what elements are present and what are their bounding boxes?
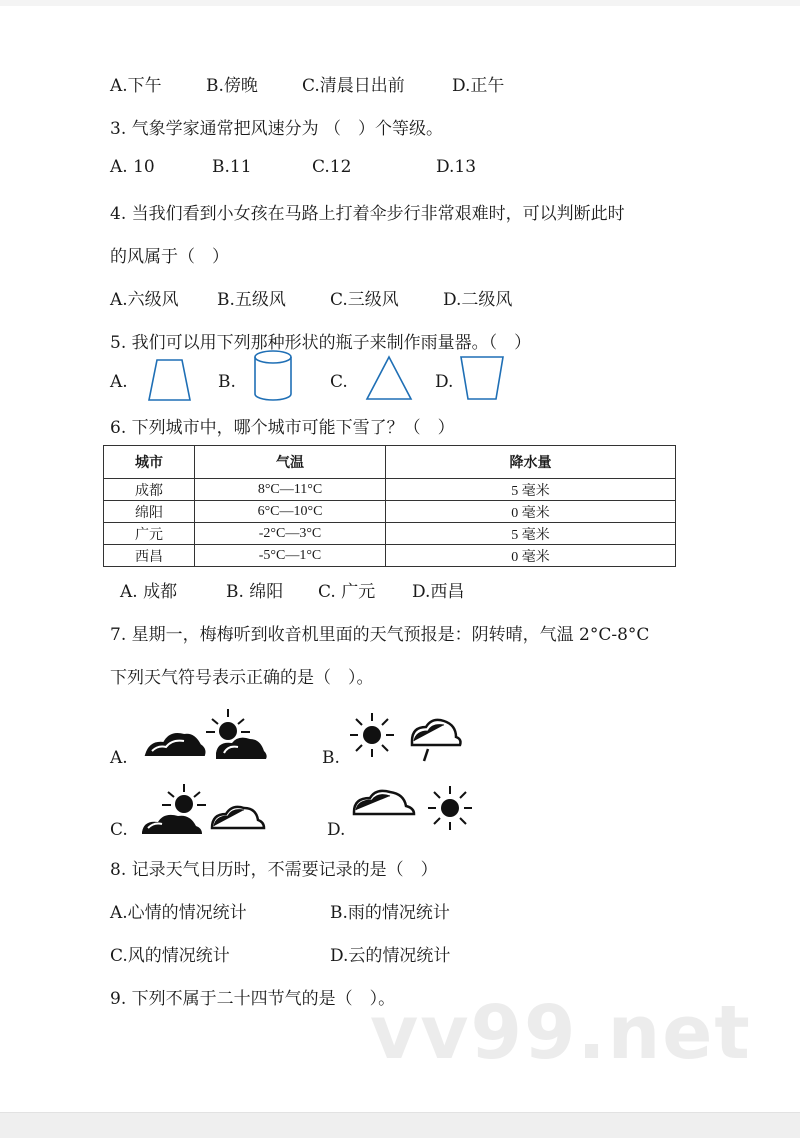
triangle-icon bbox=[364, 354, 414, 402]
table-cell: 绵阳 bbox=[104, 501, 195, 523]
q8-text: 8. 记录天气日历时，不需要记录的是（ ） bbox=[110, 860, 438, 880]
q4-option-c: C.三级风 bbox=[330, 290, 399, 310]
q5-label-b: B. bbox=[218, 372, 236, 392]
q3-option-d: D.13 bbox=[436, 157, 477, 177]
table-cell: -2°C—3°C bbox=[195, 523, 386, 545]
table-cell: 5 毫米 bbox=[386, 523, 676, 545]
q2-option-d: D.正午 bbox=[452, 76, 505, 96]
table-cell: 西昌 bbox=[104, 545, 195, 567]
trapezoid-wide-bottom-icon bbox=[146, 356, 192, 402]
header-city: 城市 bbox=[104, 446, 195, 479]
q3-option-b: B.11 bbox=[212, 157, 252, 177]
table-cell: -5°C—1°C bbox=[195, 545, 386, 567]
q9-text: 9. 下列不属于二十四节气的是（ ）。 bbox=[110, 989, 396, 1009]
table-cell: 成都 bbox=[104, 479, 195, 501]
q5-label-c: C. bbox=[330, 372, 348, 392]
q7-text-line1: 7. 星期一，梅梅听到收音机里面的天气预报是：阴转晴，气温 2°C-8°C bbox=[110, 625, 650, 645]
q6-option-d: D.西昌 bbox=[412, 582, 465, 602]
q4-text-line2: 的风属于（ ） bbox=[110, 247, 229, 267]
trapezoid-wide-top-icon bbox=[458, 354, 506, 402]
table-row bbox=[104, 501, 676, 523]
q5-label-a: A. bbox=[110, 372, 128, 392]
sun-to-cloud-rain-icon bbox=[340, 705, 465, 767]
q4-text-line1: 4. 当我们看到小女孩在马路上打着伞步行非常艰难时，可以判断此时 bbox=[110, 204, 625, 224]
q6-option-b: B. 绵阳 bbox=[226, 582, 284, 602]
q4-option-b: B.五级风 bbox=[217, 290, 286, 310]
header-precipitation: 降水量 bbox=[386, 446, 676, 479]
q3-option-c: C.12 bbox=[312, 157, 352, 177]
q4-option-a: A.六级风 bbox=[110, 290, 179, 310]
table-cell: 8°C—11°C bbox=[195, 479, 386, 501]
q2-option-a: A.下午 bbox=[110, 76, 162, 96]
q2-option-b: B.傍晚 bbox=[206, 76, 258, 96]
q7-label-c: C. bbox=[110, 820, 128, 840]
table-cell: 5 毫米 bbox=[386, 479, 676, 501]
cloud-to-sun-icon bbox=[350, 778, 482, 840]
header-temperature: 气温 bbox=[195, 446, 386, 479]
q8-option-d: D.云的情况统计 bbox=[330, 946, 451, 966]
viewer-top-edge bbox=[0, 0, 800, 6]
q6-text: 6. 下列城市中，哪个城市可能下雪了？（ ） bbox=[110, 418, 455, 438]
city-weather-table bbox=[103, 445, 676, 567]
cloud-to-sun-partly-cloudy-icon bbox=[140, 705, 272, 765]
q4-option-d: D.二级风 bbox=[443, 290, 513, 310]
table-row bbox=[104, 523, 676, 545]
q7-label-d: D. bbox=[327, 820, 346, 840]
q8-option-a: A.心情的情况统计 bbox=[110, 903, 247, 923]
q8-option-c: C.风的情况统计 bbox=[110, 946, 230, 966]
q7-label-a: A. bbox=[110, 748, 128, 768]
table-header-row bbox=[104, 446, 676, 479]
q2-option-c: C.清晨日出前 bbox=[302, 76, 405, 96]
watermark: vv99.net bbox=[370, 990, 752, 1076]
q7-label-b: B. bbox=[322, 748, 340, 768]
q3-option-a: A. 10 bbox=[110, 157, 155, 177]
q6-option-a: A. 成都 bbox=[120, 582, 178, 602]
table-cell: 广元 bbox=[104, 523, 195, 545]
table-cell: 0 毫米 bbox=[386, 545, 676, 567]
partly-cloudy-to-cloud-icon bbox=[140, 782, 270, 840]
q8-option-b: B.雨的情况统计 bbox=[330, 903, 450, 923]
q5-text: 5. 我们可以用下列那种形状的瓶子来制作雨量器。（ ） bbox=[110, 333, 532, 353]
cylinder-icon bbox=[250, 349, 296, 403]
q6-option-c: C. 广元 bbox=[318, 582, 376, 602]
table-cell: 0 毫米 bbox=[386, 501, 676, 523]
q7-text-line2: 下列天气符号表示正确的是（ ）。 bbox=[110, 668, 374, 688]
q3-text: 3. 气象学家通常把风速分为 （ ）个等级。 bbox=[110, 119, 444, 139]
table-cell: 6°C—10°C bbox=[195, 501, 386, 523]
q5-label-d: D. bbox=[435, 372, 454, 392]
viewer-bottom-edge bbox=[0, 1112, 800, 1138]
table-row bbox=[104, 545, 676, 567]
table-row bbox=[104, 479, 676, 501]
